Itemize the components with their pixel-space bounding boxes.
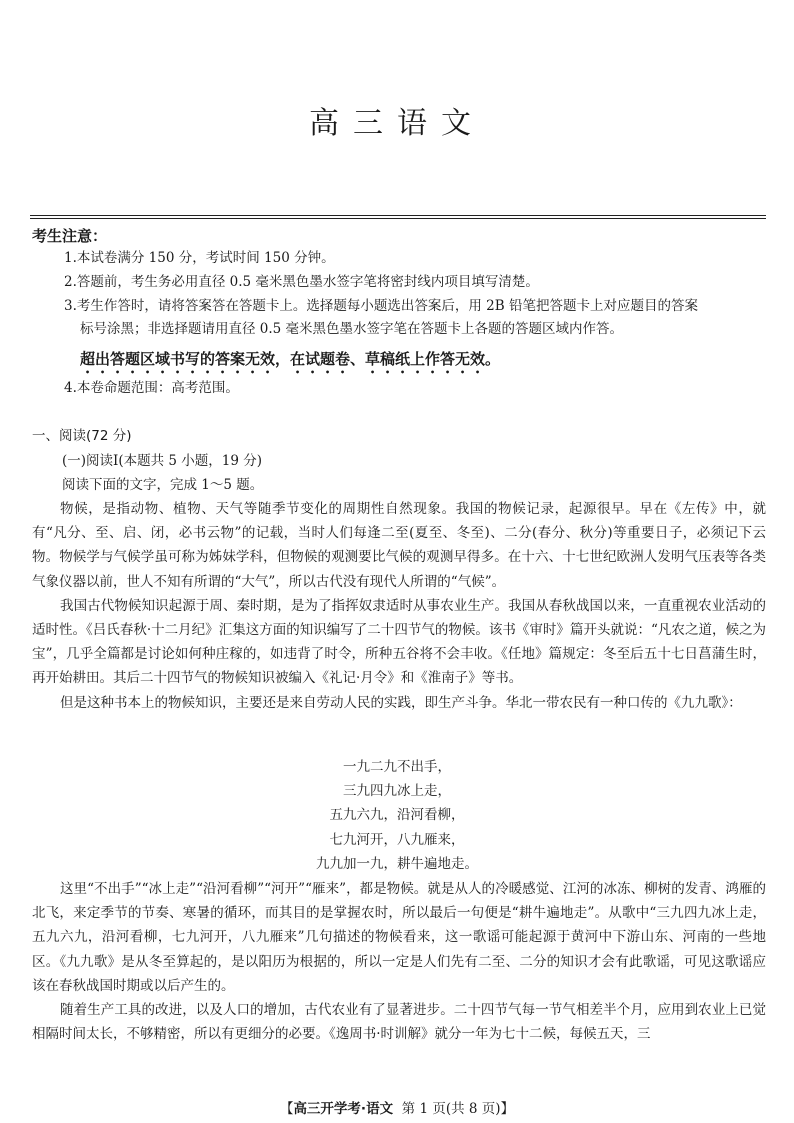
notice-item-1: 1.本试卷满分 150 分，考试时间 150 分钟。 bbox=[64, 250, 335, 266]
passage-paragraph: 这里“不出手”“冰上走”“沿河看柳”“河开”“雁来”，都是物候。就是从人的冷暖感觉、江河的冰冻、柳树的发青、鸿雁的北飞，来定季节的节奏、寒暑的循环，而其目的是掌握农时，所以最后一句便是“耕牛遍地走”。从歌中“三九四九冰上走，五九六九，沿河看柳，七九河开，八九雁来”几句描述的物候看来，这一歌谣可能起源于黄河中下游山东、河南的一些地区。《九九歌》是从冬至算起的，是以阳历为根据的，所以一定是人们先有二至、二分的知识才会有此歌谣，可见这歌谣应该在春秋战国时期或以后产生的。 bbox=[32, 881, 766, 994]
passage-paragraph: 物候，是指动物、植物、天气等随季节变化的周期性自然现象。我国的物候记录，起源很早。早在《左传》中，就有“凡分、至、启、闭，必书云物”的记载，当时人们每逢二至(夏至、冬至)、二分(春分、秋分)等重要日子，必须记下云物。物候学与气候学虽可称为姊妹学科，但物候的观测要比气候的观测早得多。在十六、十七世纪欧洲人发明气压表等各类气象仪器以前，世人不知有所谓的“大气”，所以古代没有现代人所谓的“气候”。 bbox=[32, 501, 766, 590]
page-title: 高三语文 bbox=[309, 106, 485, 141]
notice-item-3-text: 3.考生作答时，请将答案答在答题卡上。选择题每小题选出答案后，用 2B 铅笔把答题卡上对应题目的答案 bbox=[64, 298, 698, 314]
notice-item-3-continued: 标号涂黑；非选择题请用直径 0.5 毫米黑色墨水签字笔在答题卡上各题的答题区域内作答。 bbox=[80, 321, 624, 337]
poem-jiujiu-ge bbox=[0, 755, 794, 876]
sub-section-heading: (一)阅读Ⅰ(本题共 5 小题，19 分) bbox=[62, 453, 263, 469]
page-footer bbox=[0, 1097, 794, 1117]
notice-item-3-emphasis: 超出答题区域书写的答案无效，在试题卷、草稿纸上作答无效。 bbox=[80, 350, 501, 368]
footer-bracket-close: 】 bbox=[500, 1101, 515, 1117]
footer-exam-name: 高三开学考·语文 bbox=[293, 1101, 394, 1117]
notice-heading: 考生注意： bbox=[32, 227, 108, 245]
notice-item-4: 4.本卷命题范围：高考范围。 bbox=[64, 380, 239, 396]
poem-line: 五九六九，沿河看柳， bbox=[329, 807, 465, 824]
passage-part-1 bbox=[32, 497, 766, 715]
section-heading: 一、阅读(72 分) bbox=[32, 428, 132, 444]
divider-thick bbox=[30, 215, 766, 216]
passage-paragraph: 随着生产工具的改进，以及人口的增加，古代农业有了显著进步。二十四节气每一节气相差半个月，应用到农业上已觉相隔时间太长，不够精密，所以有更细分的必要。《逸周书·时训解》就分一年为七十二候，每候五天，三 bbox=[32, 1002, 766, 1043]
notice-item-2: 2.答题前，考生务必用直径 0.5 毫米黑色墨水签字笔将密封线内项目填写清楚。 bbox=[64, 274, 539, 290]
passage-part-2 bbox=[32, 877, 766, 1046]
poem-line: 三九四九冰上走， bbox=[343, 783, 451, 800]
poem-line: 九九加一九，耕牛遍地走。 bbox=[316, 855, 478, 872]
passage-paragraph: 我国古代物候知识起源于周、秦时期，是为了指挥奴隶适时从事农业生产。我国从春秋战国以来，一直重视农业活动的适时性。《吕氏春秋·十二月纪》汇集这方面的知识编写了二十四节气的物候。该书《审时》篇开头就说：“凡农之道，候之为宝”，几乎全篇都是讨论如何种庄稼的，如违背了时令，所种五谷将不会丰收。《任地》篇规定：冬至后五十七日菖蒲生时，再开始耕田。其后二十四节气的物候知识被编入《礼记·月令》和《淮南子》等书。 bbox=[32, 597, 766, 687]
poem-line: 七九河开，八九雁来， bbox=[329, 831, 465, 848]
passage-paragraph: 但是这种书本上的物候知识，主要还是来自劳动人民的实践，即生产斗争。华北一带农民有一种口传的《九九歌》： bbox=[60, 694, 742, 711]
notice-item-3 bbox=[64, 295, 768, 377]
reading-instruction: 阅读下面的文字，完成 1～5 题。 bbox=[62, 477, 264, 493]
footer-bracket-open: 【 bbox=[279, 1101, 294, 1117]
poem-line: 一九二九不出手， bbox=[343, 759, 451, 775]
footer-page-number: 第 1 页(共 8 页) bbox=[401, 1101, 501, 1117]
divider-thin bbox=[30, 218, 766, 219]
